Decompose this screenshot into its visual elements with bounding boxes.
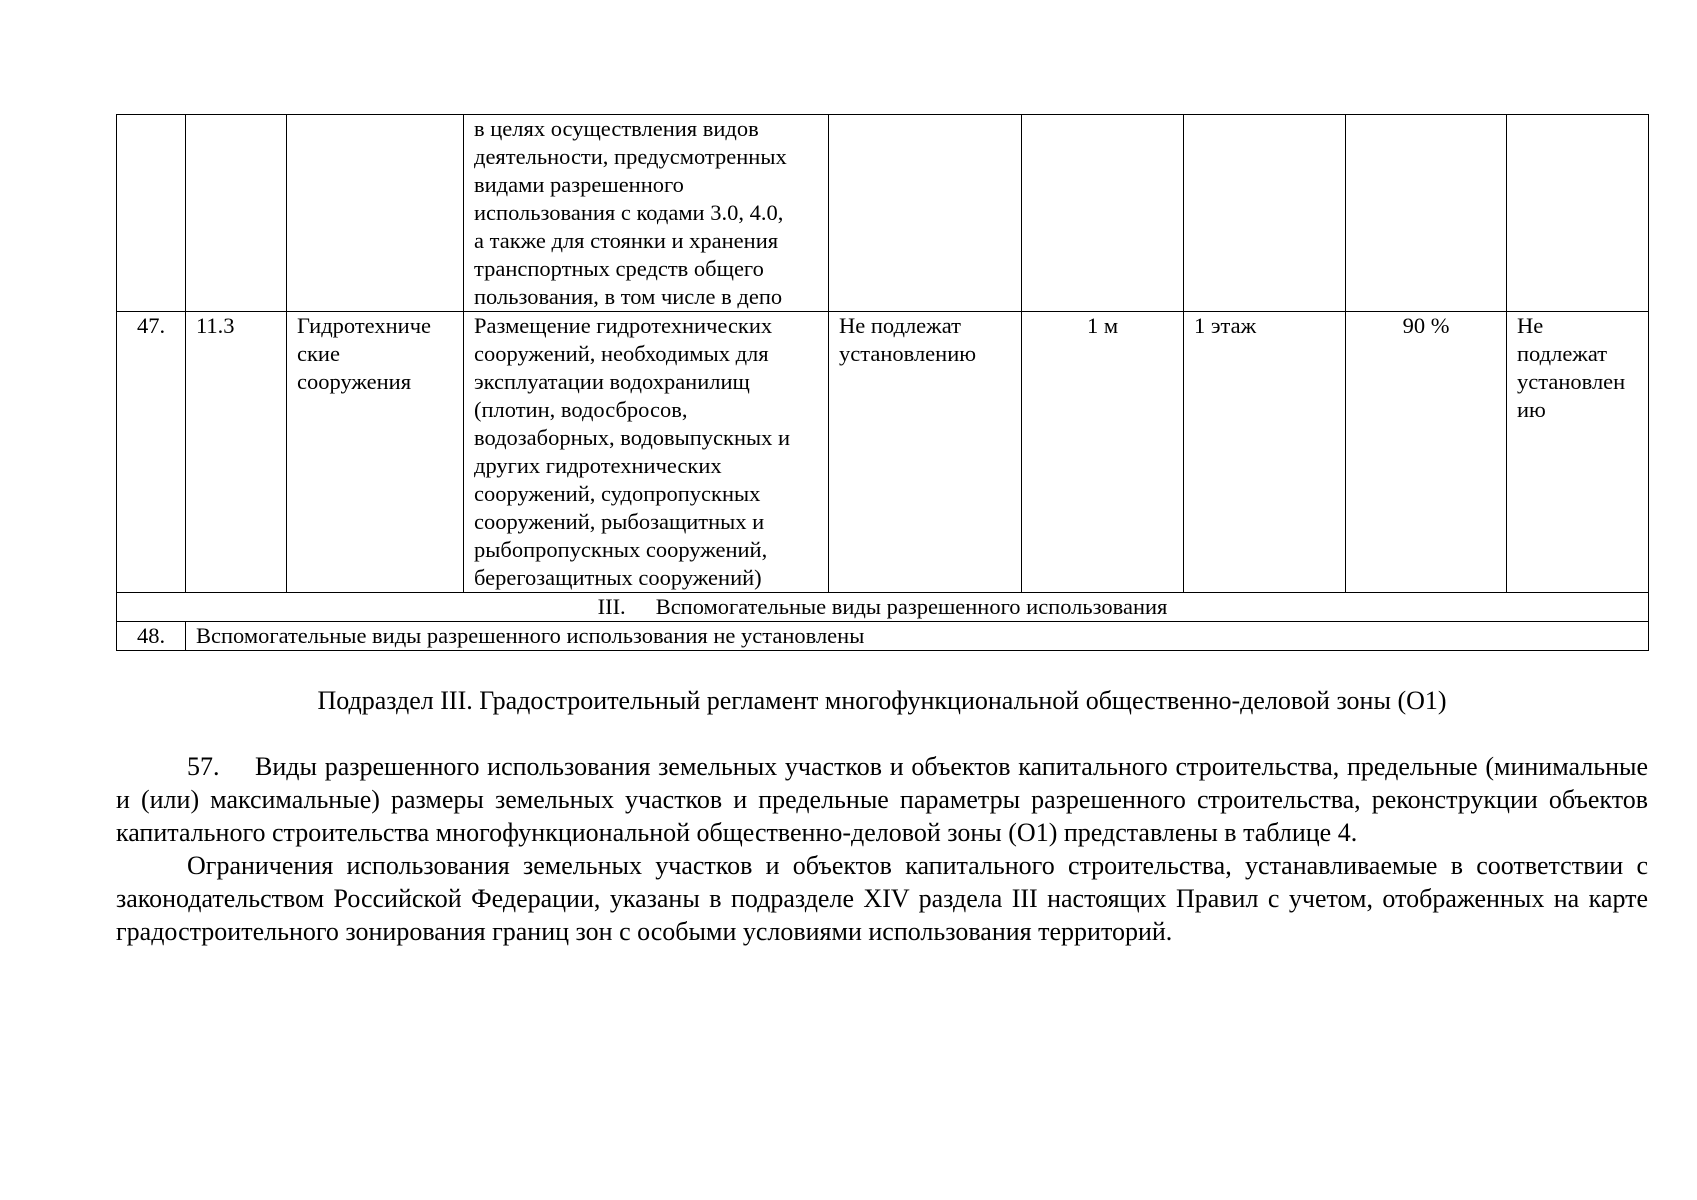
cell-num xyxy=(117,115,186,312)
cell-other: Не подлежат установлен ию xyxy=(1507,312,1649,593)
paragraph-restrictions: Ограничения использования земельных участков и объектов капитального строительства, устанавливаемые в соответствии с законодательством Российской Федерации, указаны в подразделе XIV раздела III настоящих Правил с учетом, отображенных на карте градостроительного зонирования границ зон с особыми условиями использования территорий. xyxy=(116,851,1648,946)
cell-code xyxy=(186,115,287,312)
paragraph-number: 57. xyxy=(187,752,220,781)
cell-description: в целях осуществления видов деятельности, предусмотренных видами разрешенного использования с кодами 3.0, 4.0, а также для стоянки и хранения транспортных средств общего пользования, в том числе в депо xyxy=(464,115,829,312)
cell-coverage: 90 % xyxy=(1346,312,1507,593)
cell-num: 48. xyxy=(117,622,186,651)
section-title-cell xyxy=(117,593,1649,622)
cell-code: 11.3 xyxy=(186,312,287,593)
cell-row48-text: Вспомогательные виды разрешенного использования не установлены xyxy=(186,622,1649,651)
cell-coverage xyxy=(1346,115,1507,312)
cell-name: Гидротехниче ские сооружения xyxy=(287,312,464,593)
section-roman: III. xyxy=(597,594,626,619)
cell-setback: 1 м xyxy=(1022,312,1184,593)
cell-floors: 1 этаж xyxy=(1184,312,1346,593)
table-row-continued xyxy=(117,115,1649,312)
table-section-row xyxy=(117,593,1649,622)
cell-other xyxy=(1507,115,1649,312)
table-row-47 xyxy=(117,312,1649,593)
cell-description: Размещение гидротехнических сооружений, необходимых для эксплуатации водохранилищ (плотин, водосбросов, водозаборных, водовыпускных и других гидротехнических сооружений, судопропускных сооружений, рыбозащитных и рыбопропускных сооружений, берегозащитных сооружений) xyxy=(464,312,829,593)
document-page xyxy=(116,114,1648,948)
cell-setback xyxy=(1022,115,1184,312)
section-title: Вспомогательные виды разрешенного использования xyxy=(655,594,1168,619)
paragraph-57-text: Виды разрешенного использования земельных участков и объектов капитального строительства, предельные (минимальные и (или) максимальные) размеры земельных участков и предельные параметры разрешенного строительства, реконструкции объектов капитального строительства многофункциональной общественно-деловой зоны (О1) представлены в таблице 4. xyxy=(116,752,1648,847)
cell-name xyxy=(287,115,464,312)
cell-num: 47. xyxy=(117,312,186,593)
table-row-48 xyxy=(117,622,1649,651)
regulation-table xyxy=(116,114,1649,651)
cell-plot-size: Не подлежат установлению xyxy=(829,312,1022,593)
paragraph-57 xyxy=(116,750,1648,849)
cell-plot-size xyxy=(829,115,1022,312)
cell-floors xyxy=(1184,115,1346,312)
subsection-heading: Подраздел III. Градостроительный регламент многофункциональной общественно-деловой зоны (О1) xyxy=(317,686,1447,715)
